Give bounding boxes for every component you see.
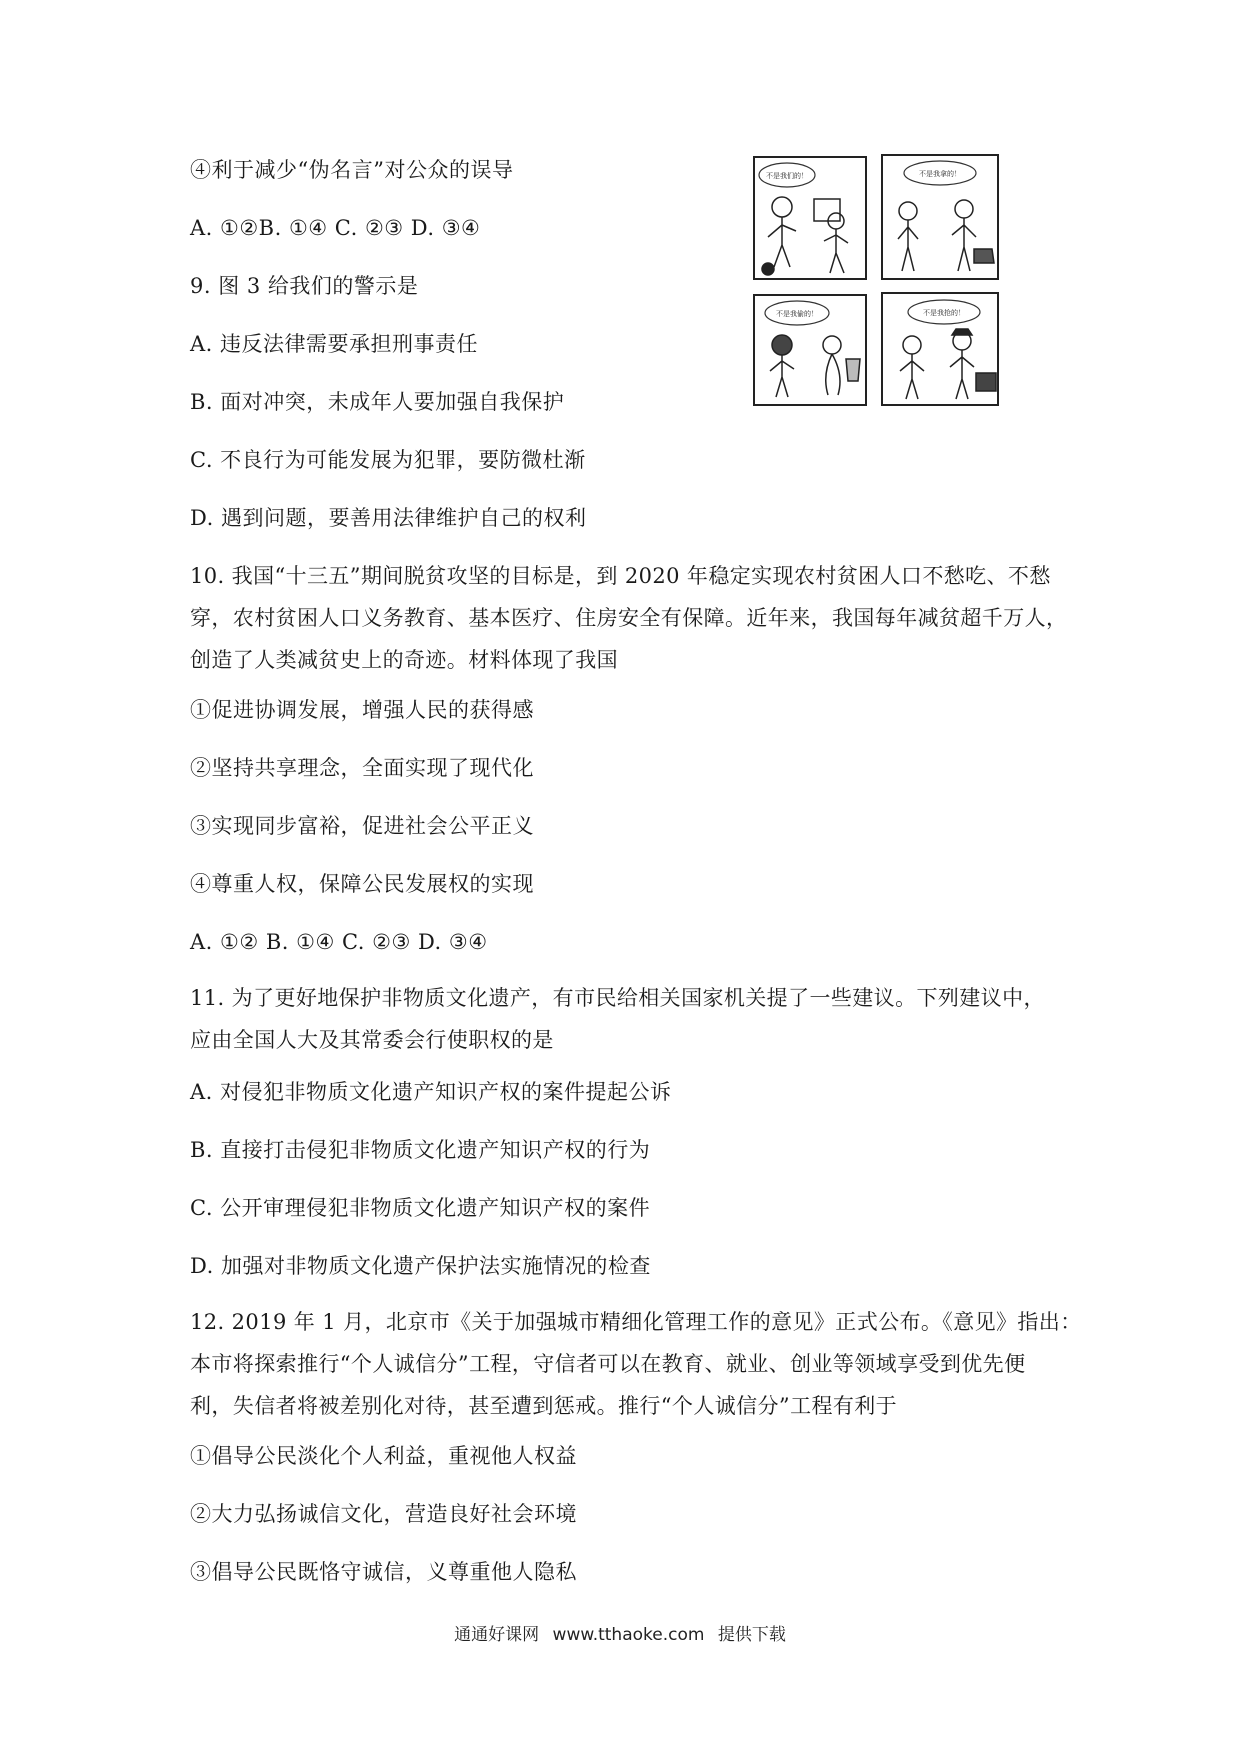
bubble-4-text: 不是我抢的！	[923, 309, 965, 317]
q12-option-2: ②大力弘扬诚信文化，营造良好社会环境	[190, 1502, 577, 1526]
q11-option-a: A. 对侵犯非物质文化遗产知识产权的案件提起公诉	[190, 1080, 672, 1104]
comic-illustration	[752, 145, 1002, 411]
q11-stem-line-2: 应由全国人大及其常委会行使职权的是	[190, 1028, 554, 1052]
q9-option-a: A. 违反法律需要承担刑事责任	[190, 332, 479, 356]
q12-stem-line-3: 利，失信者将被差别化对待，甚至遭到惩戒。推行“个人诚信分”工程有利于	[190, 1394, 898, 1418]
q11-option-c: C. 公开审理侵犯非物质文化遗产知识产权的案件	[190, 1196, 651, 1220]
q12-option-3: ③倡导公民既恪守诚信，义尊重他人隐私	[190, 1560, 577, 1584]
q10-option-2: ②坚持共享理念，全面实现了现代化	[190, 756, 534, 780]
q10-option-3: ③实现同步富裕，促进社会公平正义	[190, 814, 534, 838]
q10-stem	[190, 562, 1068, 674]
q10-stem-line-1: 10. 我国“十三五”期间脱贫攻坚的目标是，到 2020 年稳定实现农村贫困人口不愁吃、不愁	[190, 564, 1051, 588]
q9-option-b: B. 面对冲突，未成年人要加强自我保护	[190, 390, 565, 414]
q12-option-1: ①倡导公民淡化个人利益，重视他人权益	[190, 1444, 577, 1468]
q11-option-b: B. 直接打击侵犯非物质文化遗产知识产权的行为	[190, 1138, 651, 1162]
q10-option-1: ①促进协调发展，增强人民的获得感	[190, 698, 534, 722]
q10-answer-choices: A. ①② B. ①④ C. ②③ D. ③④	[190, 930, 488, 954]
q10-option-4: ④尊重人权，保障公民发展权的实现	[190, 872, 534, 896]
footer-url[interactable]: www.tthaoke.com	[552, 1625, 705, 1645]
q8-answer-choices: A. ①②B. ①④ C. ②③ D. ③④	[190, 216, 481, 240]
q12-stem-line-2: 本市将探索推行“个人诚信分”工程，守信者可以在教育、就业、创业等领域享受到优先便	[190, 1352, 1026, 1376]
footer-site-name: 通通好课网	[454, 1625, 540, 1645]
bubble-3-text: 不是我偷的！	[776, 310, 818, 318]
q12-stem-line-1: 12. 2019 年 1 月，北京市《关于加强城市精细化管理工作的意见》正式公布。《意见》指出：	[190, 1310, 1082, 1334]
bubble-1-text: 不是我们的！	[766, 172, 808, 180]
q10-stem-line-2: 穿，农村贫困人口义务教育、基本医疗、住房安全有保障。近年来，我国每年减贫超千万人，	[190, 606, 1068, 630]
q9-option-d: D. 遇到问题，要善用法律维护自己的权利	[190, 506, 587, 530]
figure-3-comic	[752, 145, 1002, 411]
page-footer	[0, 1620, 1240, 1645]
q10-stem-line-3: 创造了人类减贫史上的奇迹。材料体现了我国	[190, 648, 618, 672]
q12-stem	[190, 1308, 1082, 1420]
q11-stem-line-1: 11. 为了更好地保护非物质文化遗产，有市民给相关国家机关提了一些建议。下列建议中，	[190, 986, 1045, 1010]
q9-stem: 9. 图 3 给我们的警示是	[190, 274, 419, 298]
q8-option-4: ④利于减少“伪名言”对公众的误导	[190, 158, 514, 182]
q11-stem	[190, 984, 1060, 1054]
q9-option-c: C. 不良行为可能发展为犯罪，要防微杜渐	[190, 448, 586, 472]
footer-note: 提供下载	[717, 1625, 786, 1645]
q11-option-d: D. 加强对非物质文化遗产保护法实施情况的检查	[190, 1254, 651, 1278]
bubble-2-text: 不是我拿的！	[919, 170, 961, 178]
